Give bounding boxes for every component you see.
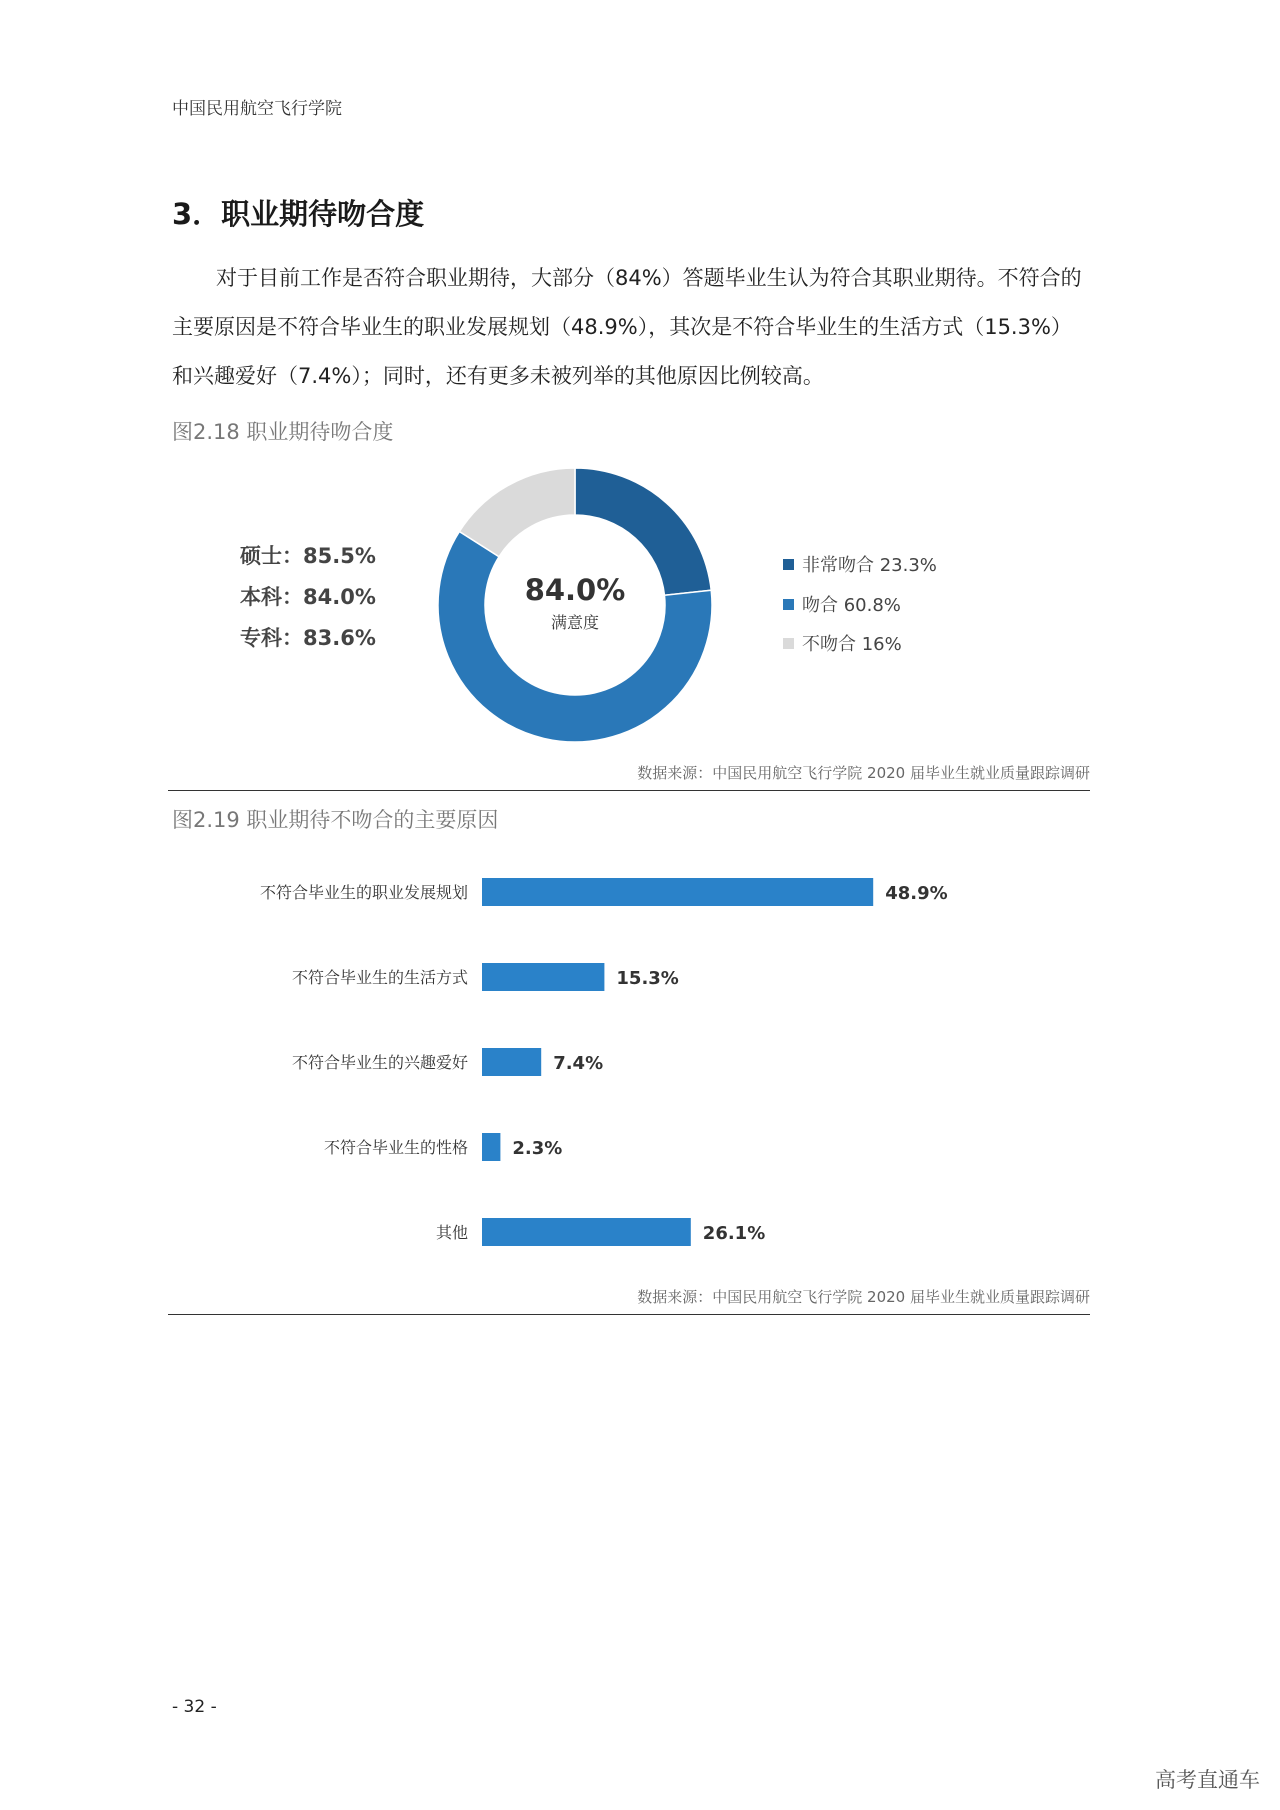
legend-label: 非常吻合 23.3% (802, 555, 937, 576)
page-number: - 32 - (172, 1697, 217, 1717)
bar-category-label: 其他 (435, 1223, 468, 1242)
figure1-title: 图2.18 职业期待吻合度 (172, 420, 394, 444)
figure1-source: 数据来源：中国民用航空飞行学院 2020 届毕业生就业质量跟踪调研 (637, 764, 1090, 782)
donut-center-value: 84.0% (524, 573, 626, 607)
legend-swatch (783, 599, 794, 610)
watermark-text: 高考直通车 (1155, 1768, 1260, 1792)
legend-label: 吻合 60.8% (802, 595, 901, 616)
legend-label: 不吻合 16% (802, 634, 902, 655)
bar-category-label: 不符合毕业生的职业发展规划 (259, 883, 468, 902)
bar-chart (170, 860, 1070, 1260)
legend-item-very-match (783, 551, 937, 577)
figure2-source: 数据来源：中国民用航空飞行学院 2020 届毕业生就业质量跟踪调研 (637, 1288, 1090, 1306)
header-org-name: 中国民用航空飞行学院 (172, 99, 342, 119)
bar-value-label: 15.3% (616, 968, 679, 989)
legend-swatch (783, 559, 794, 570)
bar-3 (482, 1133, 500, 1161)
figure2-divider (168, 1314, 1090, 1315)
donut-center-label: 满意度 (550, 613, 600, 632)
section-paragraph: 对于目前工作是否符合职业期待，大部分（84%）答题毕业生认为符合其职业期待。不符合的主要原因是不符合毕业生的职业发展规划（48.9%），其次是不符合毕业生的生活方式（15.3%）和兴趣爱好（7.4%）；同时，还有更多未被列举的其他原因比例较高。 (172, 266, 1082, 388)
legend-item-match (783, 591, 901, 617)
bar-value-label: 2.3% (512, 1138, 563, 1159)
bar-2 (482, 1048, 541, 1076)
bar-value-label: 48.9% (885, 883, 948, 904)
bar-category-label: 不符合毕业生的生活方式 (291, 968, 468, 987)
donut-chart (430, 460, 720, 750)
bar-value-label: 7.4% (553, 1053, 604, 1074)
bar-category-label: 不符合毕业生的性格 (323, 1138, 468, 1157)
section-title: 3．职业期待吻合度 (172, 197, 425, 231)
bar-category-label: 不符合毕业生的兴趣爱好 (291, 1053, 468, 1072)
edu-stat-master: 硕士：85.5% (240, 544, 376, 568)
bar-4 (482, 1218, 691, 1246)
legend-swatch (783, 638, 794, 649)
legend-item-no-match (783, 630, 902, 656)
figure2-title: 图2.19 职业期待不吻合的主要原因 (172, 808, 499, 832)
bar-0 (482, 878, 873, 906)
edu-stat-junior: 专科：83.6% (240, 626, 376, 650)
edu-stat-bachelor: 本科：84.0% (240, 585, 376, 609)
figure1-divider (168, 790, 1090, 791)
bar-value-label: 26.1% (702, 1223, 766, 1244)
bar-1 (482, 963, 604, 991)
